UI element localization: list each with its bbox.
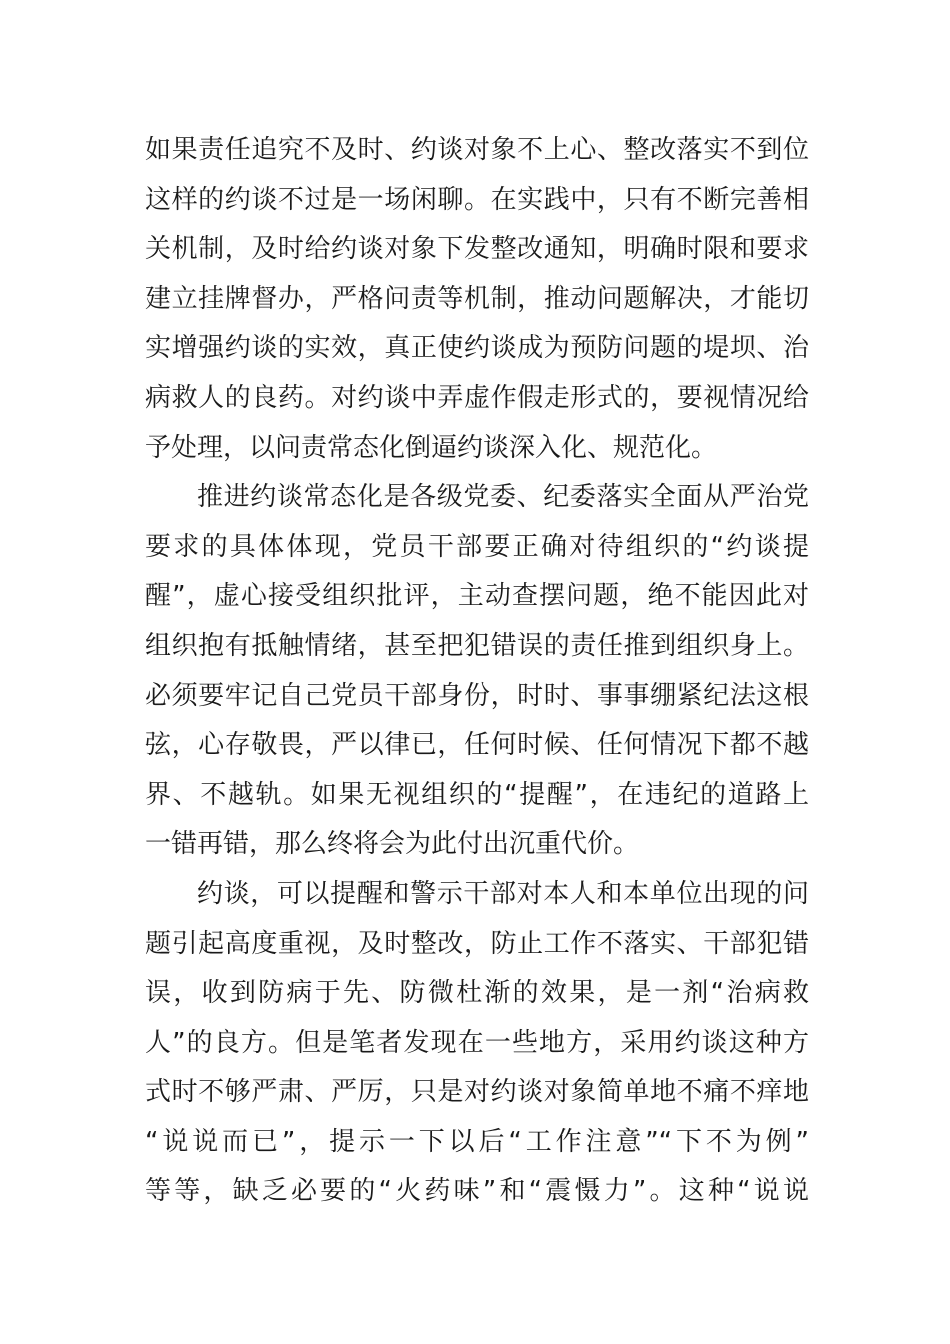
paragraph-2	[145, 473, 809, 870]
text-line: 推进约谈常态化是各级党委、纪委落实全面从严治党	[197, 482, 809, 513]
text-line: 如果责任追究不及时、约谈对象不上心、整改落实不到位	[145, 135, 809, 165]
text-line: 醒”，虚心接受组织批评，主动查摆问题，绝不能因此对	[145, 581, 809, 612]
text-line: 式时不够严肃、严厉，只是对约谈对象简单地不痛不痒地	[145, 1077, 809, 1108]
text-line: 一错再错，那么终将会为此付出沉重代价。	[145, 829, 640, 860]
text-line: 误，收到防病于先、防微杜渐的效果，是一剂“治病救	[145, 978, 809, 1009]
text-line: 组织抱有抵触情绪，甚至把犯错误的责任推到组织身上。	[145, 630, 809, 661]
text-line: 予处理，以问责常态化倒逼约谈深入化、规范化。	[145, 432, 718, 463]
document-body	[145, 126, 809, 1217]
text-line: 要求的具体体现，党员干部要正确对待组织的“约谈提	[145, 531, 809, 562]
text-line: 题引起高度重视，及时整改，防止工作不落实、干部犯错	[145, 928, 809, 959]
text-line: 弦，心存敬畏，严以律已，任何时候、任何情况下都不越	[145, 730, 809, 761]
text-line: 必须要牢记自己党员干部身份，时时、事事绷紧纪法这根	[145, 680, 809, 711]
text-line: 等等，缺乏必要的“火药味”和“震慑力”。这种“说说	[145, 1176, 809, 1207]
text-line: 人”的良方。但是笔者发现在一些地方，采用约谈这种方	[145, 1027, 809, 1058]
text-line: 病救人的良药。对约谈中弄虚作假走形式的，要视情况给	[145, 382, 809, 413]
paragraph-1	[145, 126, 809, 473]
text-line: 约谈，可以提醒和警示干部对本人和本单位出现的问	[197, 878, 809, 909]
text-line: “说说而已”，提示一下以后“工作注意”“下不为例”	[145, 1126, 809, 1157]
text-line: 关机制，及时给约谈对象下发整改通知，明确时限和要求	[145, 234, 809, 265]
paragraph-3	[145, 870, 809, 1217]
text-line: 这样的约谈不过是一场闲聊。在实践中，只有不断完善相	[145, 184, 809, 215]
text-line: 界、不越轨。如果无视组织的“提醒”，在违纪的道路上	[145, 779, 809, 810]
text-line: 实增强约谈的实效，真正使约谈成为预防问题的堤坝、治	[145, 333, 809, 364]
text-line: 建立挂牌督办，严格问责等机制，推动问题解决，才能切	[145, 283, 809, 314]
